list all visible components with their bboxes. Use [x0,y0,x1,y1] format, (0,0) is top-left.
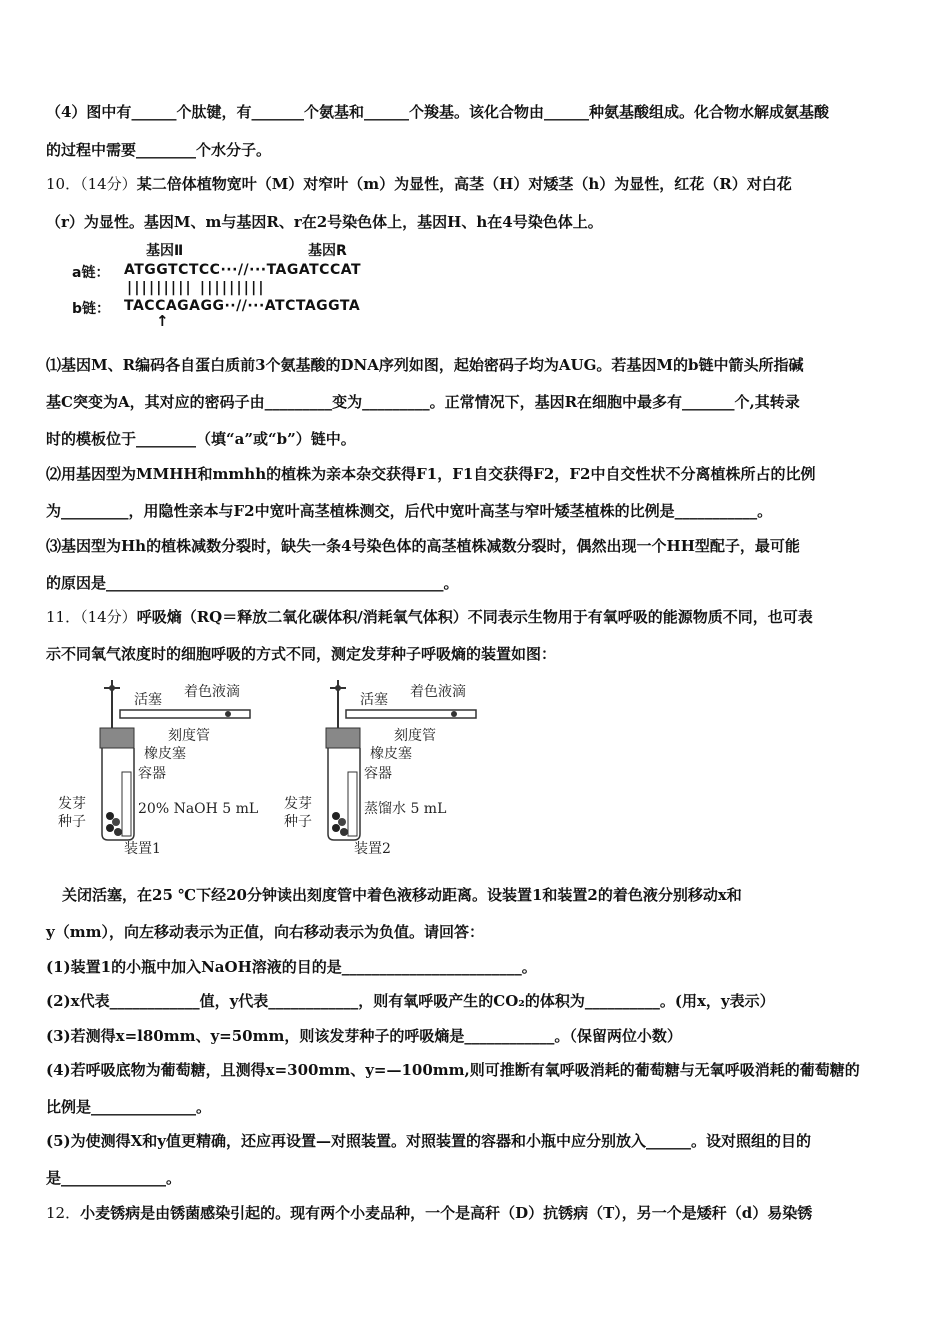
q10-line1 [46,174,916,194]
q11-intro-line1: 关闭活塞，在25 ℃下经20分钟读出刻度管中着色液移动距离。设装置1和装置2的着色液分别移动x和 [62,886,742,904]
q10-p2-line1: ⑵用基因型为MMHH和mmhh的植株为亲本杂交获得F1，F1自交获得F2，F2中自交性状不分离植株所占的比例 [46,465,816,483]
d1-tube-label: 刻度管 [168,728,210,744]
q4-line2: 的过程中需要________个水分子。 [46,141,272,159]
q10-p1-line1: ⑴基因M、R编码各自蛋白质前3个氨基酸的DNA序列如图，起始密码子均为AUG。若基因M的b链中箭头所指碱 [46,356,804,374]
d2-container-label: 容器 [364,766,392,782]
naoh-label: 20% NaOH 5 mL [138,801,259,817]
q11-text1: 呼吸熵（RQ＝释放二氧化碳体积/消耗氧气体积）不同表示生物用于有氧呼吸的能源物质不同，也可表 [136,608,813,626]
q10-number: 10．（14分） [46,175,137,193]
b-strand-sequence: TACCAGAGG··//···ATCTAGGTA [124,298,361,314]
mutation-arrow-icon: ↑ [156,312,169,330]
q11-line2: 示不同氧气浓度时的细胞呼吸的方式不同，测定发芽种子呼吸熵的装置如图： [46,645,557,663]
q10-p3-line2: 的原因是_____________________________________________。 [46,574,459,592]
q11-sub1: (1)装置1的小瓶中加入NaOH溶液的目的是________________________。 [46,958,537,976]
d1-seeds-label-2: 种子 [58,814,86,830]
q11-sub5-line2: 是______________。 [46,1169,182,1187]
q4-line1: （4）图中有______个肽键，有_______个氨基和______个羧基。该化合物由______种氨基酸组成。化合物水解成氨基酸 [46,103,829,121]
q10-line2: （r）为显性。基因M、m与基因R、r在2号染色体上，基因H、h在4号染色体上。 [46,213,603,231]
d2-stopcock-label: 活塞 [360,692,388,708]
d2-stopper-label: 橡皮塞 [370,746,412,762]
q12-text1: 小麦锈病是由锈菌感染引起的。现有两个小麦品种，一个是高秆（D）抗锈病（T），另一个是矮秆（d）易染锈 [80,1204,813,1222]
d1-stopcock-label: 活塞 [134,692,162,708]
q11-sub2: (2)x代表____________值，y代表____________，则有氧呼吸产生的CO₂的体积为__________。(用x，y表示） [46,992,775,1010]
a-strand-sequence: ATGGTCTCC···//···TAGATCCAT [124,262,362,278]
d1-seeds-label-1: 发芽 [58,796,86,812]
q10-text1: 某二倍体植物宽叶（M）对窄叶（m）为显性，高茎（H）对矮茎（h）为显性，红花（R）对白花 [136,175,792,193]
d2-seeds-label-1: 发芽 [284,796,312,812]
d2-tube-label: 刻度管 [394,728,436,744]
b-strand-label: b链： [72,301,111,317]
d2-droplet-label: 着色液滴 [410,684,466,700]
q10-p3-line1: ⑶基因型为Hh的植株减数分裂时，缺失一条4号染色体的高茎植株减数分裂时，偶然出现一个HH型配子，最可能 [46,537,800,555]
q10-p2-line2: 为_________，用隐性亲本与F2中宽叶高茎植株测交，后代中宽叶高茎与窄叶矮茎植株的比例是___________。 [46,502,773,520]
respiration-apparatus-figure [58,676,488,860]
q11-line1 [46,607,916,627]
a-strand-label: a链： [72,265,110,281]
q11-intro-line2: y（mm），向左移动表示为正值，向右移动表示为负值。请回答： [46,923,484,941]
device-2-caption: 装置2 [354,841,391,857]
q11-sub4-line1: (4)若呼吸底物为葡萄糖，且测得x=300mm、y=—100mm,则可推断有氧呼吸消耗的葡萄糖与无氧呼吸消耗的葡萄糖的 [46,1061,860,1079]
q11-sub4-line2: 比例是______________。 [46,1098,212,1116]
q11-number: 11．（14分） [46,608,137,626]
gene-m-label: 基因Ⅱ [146,243,184,259]
water-label: 蒸馏水 5 mL [364,801,447,817]
q10-p1-line2: 基C突变为A，其对应的密码子由_________变为_________。正常情况下，基因R在细胞中最多有_______个,其转录 [46,393,800,411]
d2-seeds-label-2: 种子 [284,814,312,830]
q10-p1-line3: 时的模板位于________（填“a”或“b”）链中。 [46,430,356,448]
dna-sequence-figure [72,240,412,330]
base-pair-lines: ||||||||| ||||||||| [127,280,266,296]
q12-line1 [46,1203,916,1223]
device-1-caption: 装置1 [124,841,161,857]
q12-number: 12． [46,1204,81,1222]
q11-sub3: (3)若测得x=l80mm、y=50mm，则该发芽种子的呼吸熵是____________。（保留两位小数） [46,1027,682,1045]
q11-sub5-line1: (5)为使测得X和y值更精确，还应再设置—对照装置。对照装置的容器和小瓶中应分别放入______。设对照组的目的 [46,1132,811,1150]
gene-r-label: 基因R [308,243,347,259]
d1-droplet-label: 着色液滴 [184,684,240,700]
d1-stopper-label: 橡皮塞 [144,746,186,762]
d1-container-label: 容器 [138,766,166,782]
